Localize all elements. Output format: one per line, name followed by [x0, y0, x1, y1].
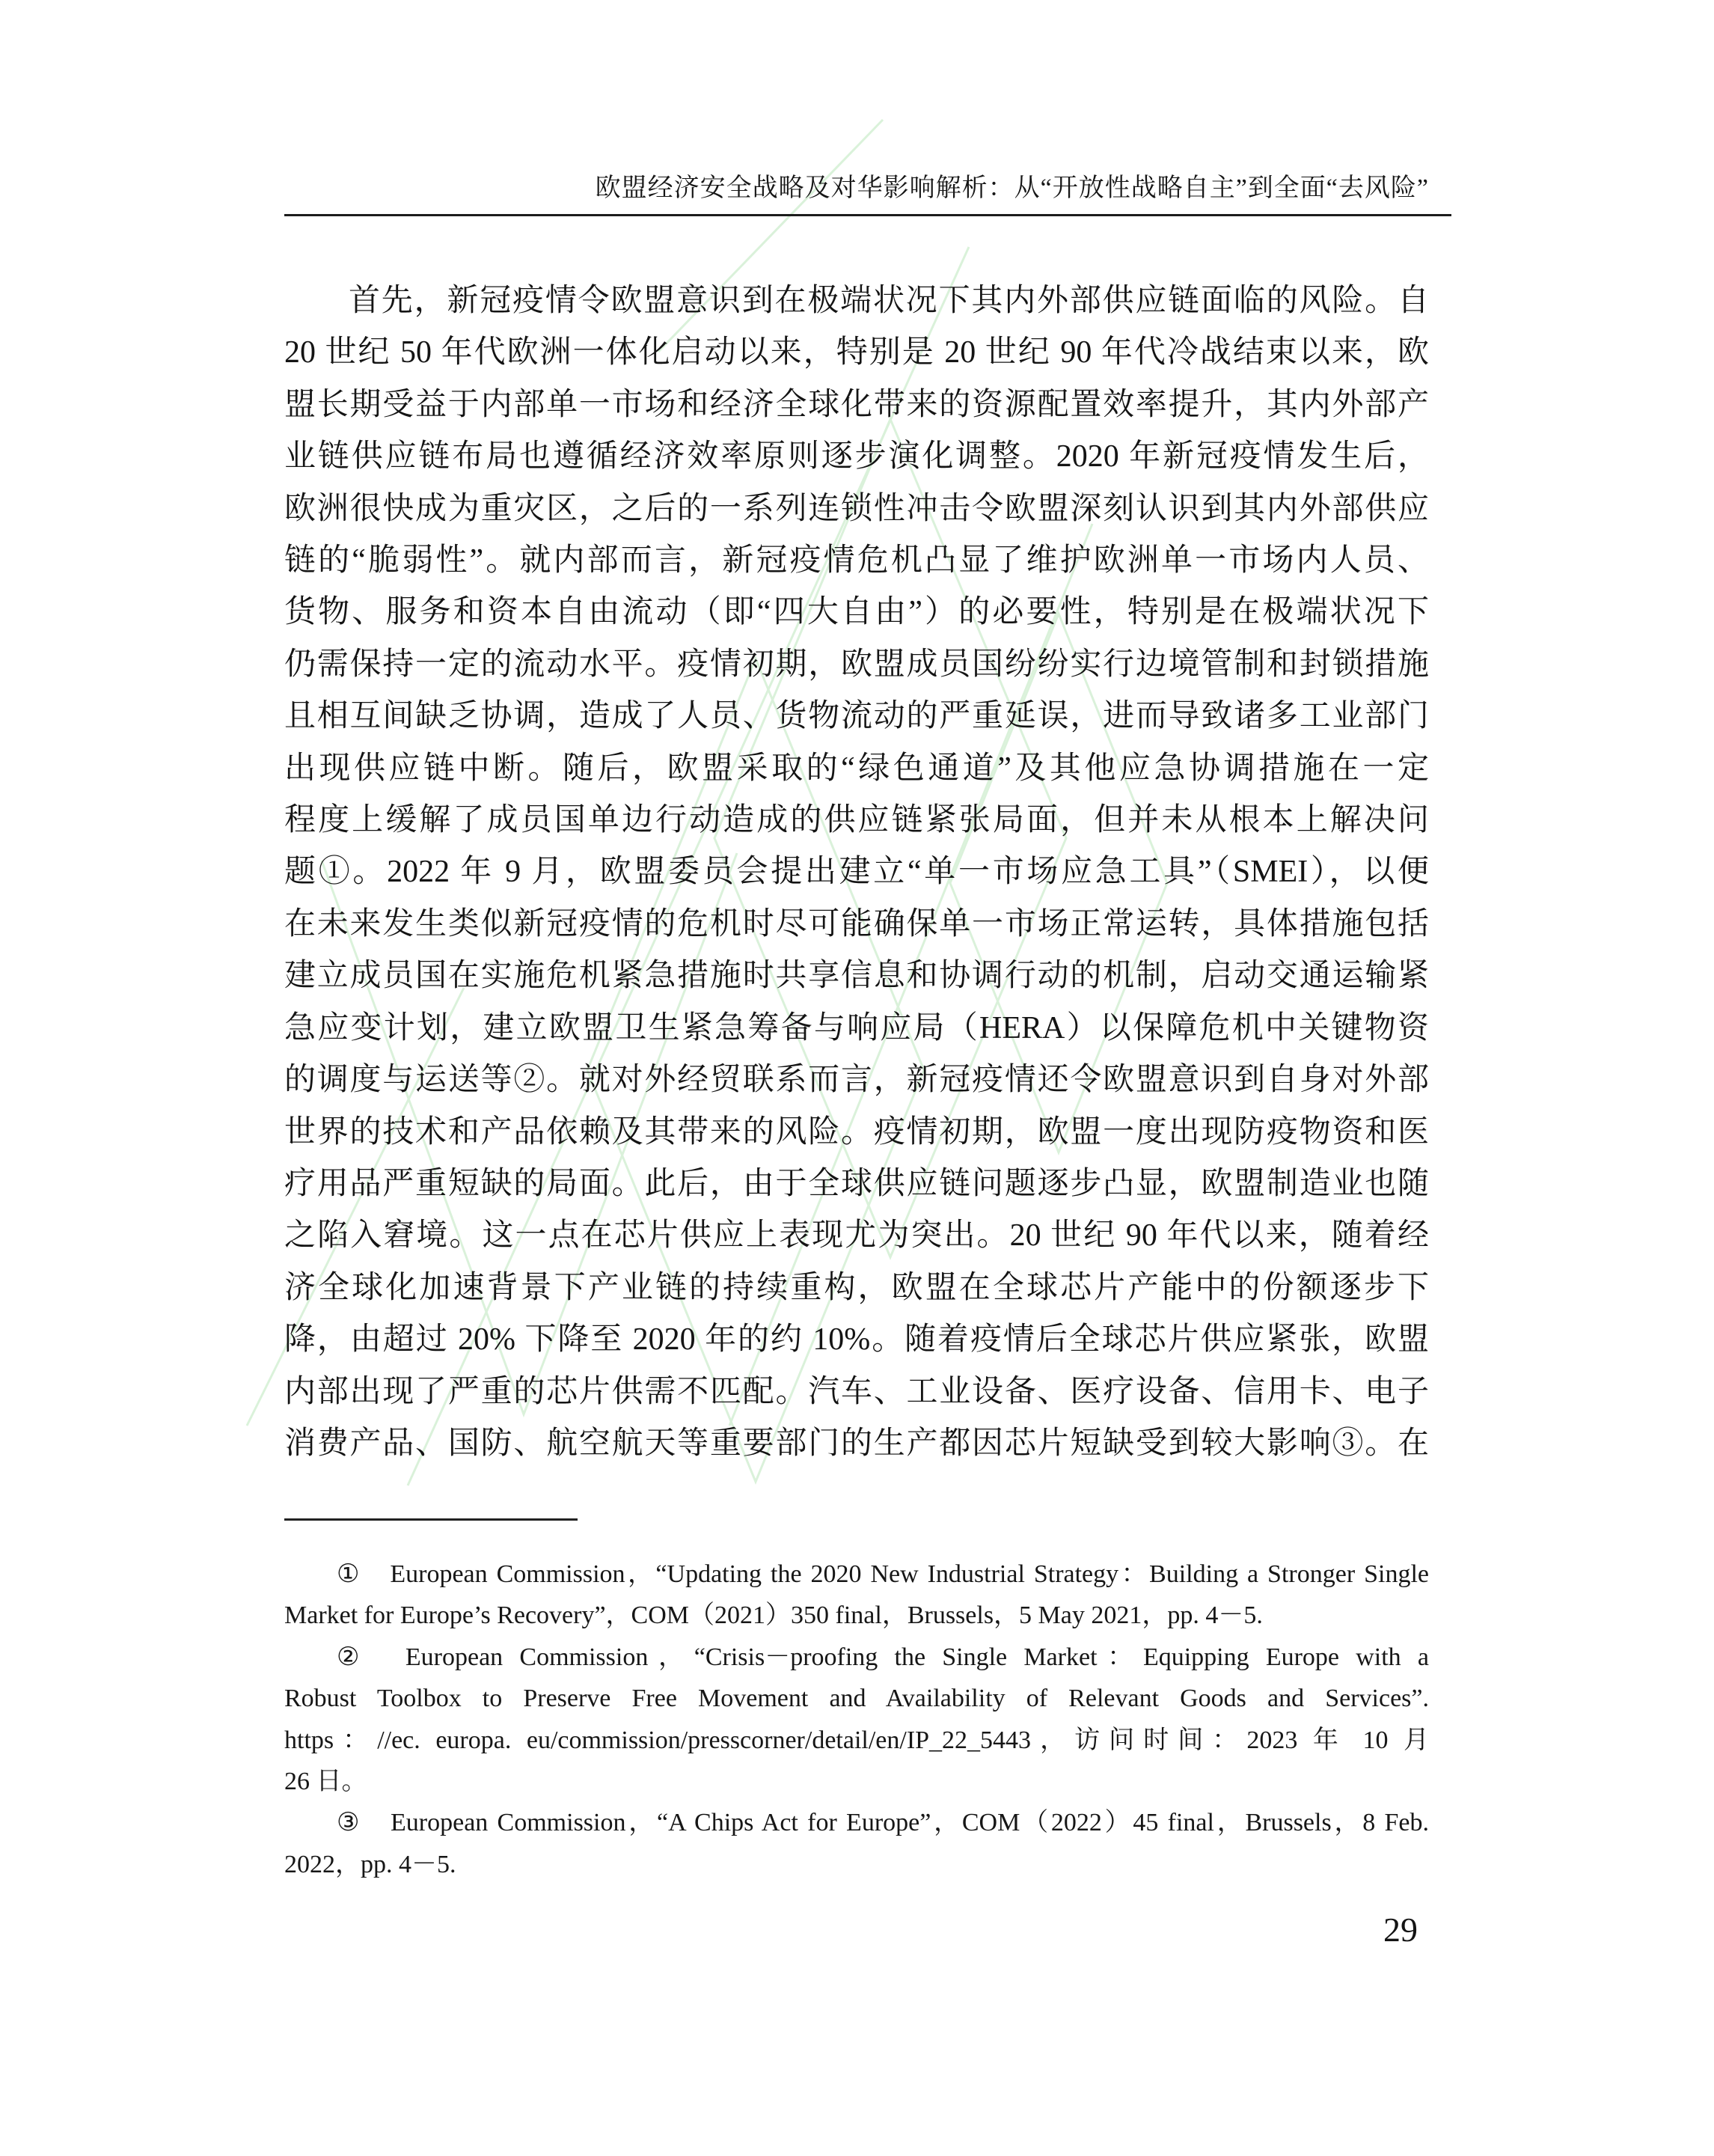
body-line: 20 世纪 50 年代欧洲一体化启动以来，特别是 20 世纪 90 年代冷战结束以来，欧 — [284, 335, 1429, 370]
footnote-line: 2022，pp. 4－5. — [284, 1850, 456, 1878]
body-line: 急应变计划，建立欧盟卫生紧急筹备与响应局（HERA）以保障危机中关键物资 — [284, 1010, 1429, 1045]
body-line: 疗用品严重短缺的局面。此后，由于全球供应链问题逐步凸显，欧盟制造业也随 — [284, 1166, 1429, 1201]
footnote-separator — [284, 1518, 578, 1521]
footnote-line: Market for Europe’s Recovery”，COM（2021）350 final，Brussels，5 May 2021，pp. 4－5. — [284, 1601, 1263, 1630]
body-line: 业链供应链布局也遵循经济效率原则逐步演化调整。2020 年新冠疫情发生后， — [284, 439, 1429, 474]
header-rule — [284, 214, 1451, 216]
body-line: 题①。2022 年 9 月，欧盟委员会提出建立“单一市场应急工具”（SMEI），以便 — [284, 855, 1429, 890]
body-line: 程度上缓解了成员国单边行动造成的供应链紧张局面，但并未从根本上解决问 — [284, 803, 1429, 838]
body-line: 的调度与运送等②。就对外经贸联系而言，新冠疫情还令欧盟意识到自身对外部 — [284, 1063, 1429, 1098]
body-line: 仍需保持一定的流动水平。疫情初期，欧盟成员国纷纷实行边境管制和封锁措施 — [284, 647, 1429, 682]
body-line: 济全球化加速背景下产业链的持续重构，欧盟在全球芯片产能中的份额逐步下 — [284, 1270, 1429, 1305]
footnote-line: ① European Commission，“Updating the 2020 New Industrial Strategy：Building a Stronger Single — [337, 1560, 1429, 1588]
body-line: 在未来发生类似新冠疫情的危机时尽可能确保单一市场正常运转，具体措施包括 — [284, 906, 1429, 941]
body-line: 消费产品、国防、航空航天等重要部门的生产都因芯片短缺受到较大影响③。在 — [284, 1426, 1429, 1461]
running-title: 欧盟经济安全战略及对华影响解析：从“开放性战略自主”到全面“去风险” — [595, 174, 1429, 202]
footnote-line: ② European Commission，“Crisis－proofing the Single Market：Equipping Europe with a — [337, 1643, 1429, 1671]
body-line: 建立成员国在实施危机紧急措施时共享信息和协调行动的机制，启动交通运输紧 — [284, 959, 1429, 994]
body-line: 盟长期受益于内部单一市场和经济全球化带来的资源配置效率提升，其内外部产 — [284, 387, 1429, 422]
body-line: 出现供应链中断。随后，欧盟采取的“绿色通道”及其他应急协调措施在一定 — [284, 751, 1429, 786]
body-line: 之陷入窘境。这一点在芯片供应上表现尤为突出。20 世纪 90 年代以来，随着经 — [284, 1218, 1429, 1253]
footnotes — [284, 1554, 1429, 1885]
body-line: 内部出现了严重的芯片供需不匹配。汽车、工业设备、医疗设备、信用卡、电子 — [284, 1374, 1429, 1409]
footnote-line: Robust Toolbox to Preserve Free Movement and Availability of Relevant Goods and Services”. — [284, 1685, 1429, 1713]
footnote-line: ③ European Commission，“A Chips Act for Europe”，COM（2022）45 final，Brussels，8 Feb. — [337, 1809, 1429, 1837]
footnote-line: 26 日。 — [284, 1768, 367, 1796]
body-line: 链的“脆弱性”。就内部而言，新冠疫情危机凸显了维护欧洲单一市场内人员、 — [284, 543, 1429, 578]
footnote-line: https：//ec. europa. eu/commission/presscorner/detail/en/IP_22_5443，访问时间：2023 年 10 月 — [284, 1726, 1429, 1754]
body-line: 世界的技术和产品依赖及其带来的风险。疫情初期，欧盟一度出现防疫物资和医 — [284, 1114, 1429, 1149]
page-number: 29 — [1383, 1911, 1418, 1949]
body-line: 欧洲很快成为重灾区，之后的一系列连锁性冲击令欧盟深刻认识到其内外部供应 — [284, 491, 1429, 526]
body-line: 首先，新冠疫情令欧盟意识到在极端状况下其内外部供应链面临的风险。自 — [349, 284, 1429, 318]
body-text — [284, 275, 1429, 1470]
body-line: 降，由超过 20% 下降至 2020 年的约 10%。随着疫情后全球芯片供应紧张，欧盟 — [284, 1322, 1429, 1358]
body-line: 且相互间缺乏协调，造成了人员、货物流动的严重延误，进而导致诸多工业部门 — [284, 699, 1429, 734]
body-line: 货物、服务和资本自由流动（即“四大自由”）的必要性，特别是在极端状况下 — [284, 595, 1429, 630]
